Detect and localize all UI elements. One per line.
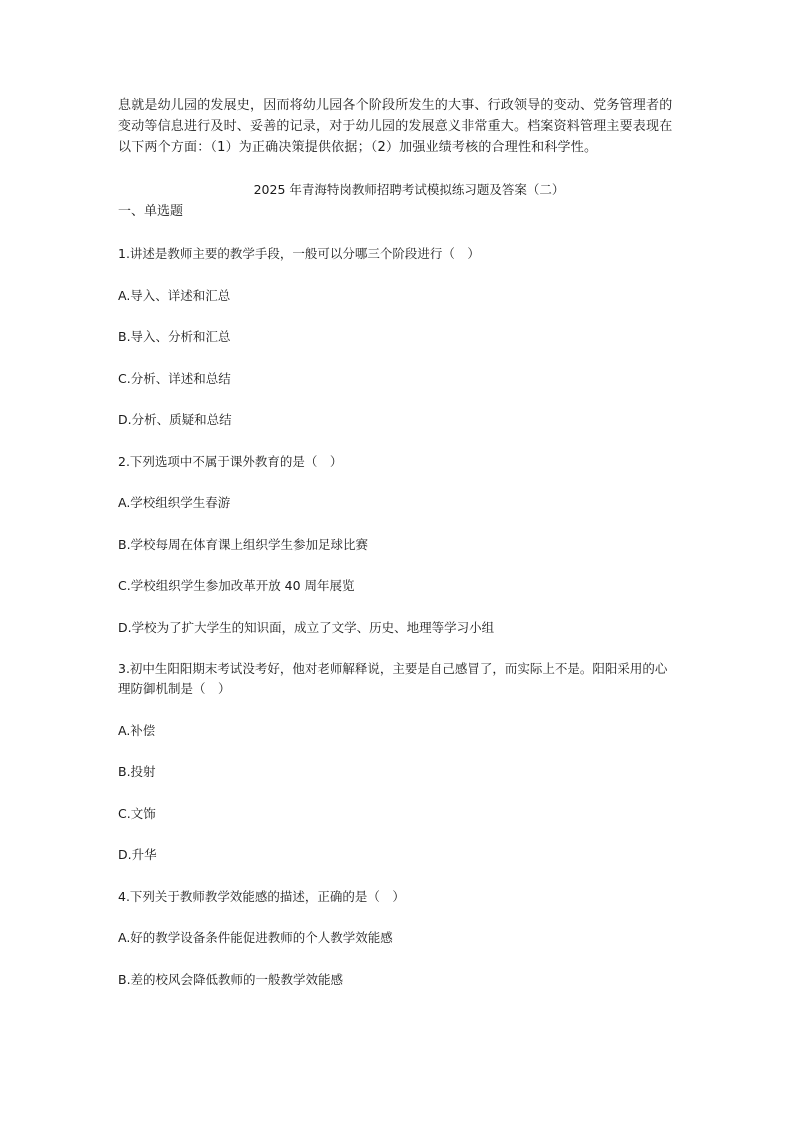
question-stem: 4.下列关于教师教学效能感的描述，正确的是（ ） [118,888,405,904]
question-option: A.学校组织学生春游 [118,495,231,510]
question-option: B.导入、分析和汇总 [118,329,231,344]
document-title: 2025 年青海特岗教师招聘考试模拟练习题及答案（二） [253,182,565,197]
question-option: B.投射 [118,764,156,779]
question-option: A.好的教学设备条件能促进教师的个人教学效能感 [118,930,393,945]
question-option: C.学校组织学生参加改革开放 40 周年展览 [118,578,355,593]
document-page [118,0,678,1123]
question-option: D.学校为了扩大学生的知识面，成立了文学、历史、地理等学习小组 [118,619,495,635]
question-stem: 3.初中生阳阳期末考试没考好，他对老师解释说，主要是自己感冒了，而实际上不是。阳阳采用的心理防御机制是（ ） [118,661,668,696]
question-option: C.分析、详述和总结 [118,370,231,386]
question-option: A.导入、详述和汇总 [118,287,231,303]
question-stem: 2.下列选项中不属于课外教育的是（ ） [118,453,343,469]
question-option: A.补偿 [118,722,156,738]
question-option: D.升华 [118,847,157,862]
question-option: C.文饰 [118,805,156,821]
question-stem: 1.讲述是教师主要的教学手段，一般可以分哪三个阶段进行（ ） [118,246,480,261]
intro-paragraph: 息就是幼儿园的发展史，因而将幼儿园各个阶段所发生的大事、行政领导的变动、党务管理者的变动等信息进行及时、妥善的记录，对于幼儿园的发展意义非常重大。档案资料管理主要表现在以下两个方面：（1）为正确决策提供依据；（2）加强业绩考核的合理性和科学性。 [118,98,673,155]
section-heading: 一、单选题 [118,204,184,219]
question-list [118,244,678,1011]
question-option: B.学校每周在体育课上组织学生参加足球比赛 [118,536,369,552]
question-option: B.差的校风会降低教师的一般教学效能感 [118,971,344,987]
question-option: D.分析、质疑和总结 [118,412,232,427]
